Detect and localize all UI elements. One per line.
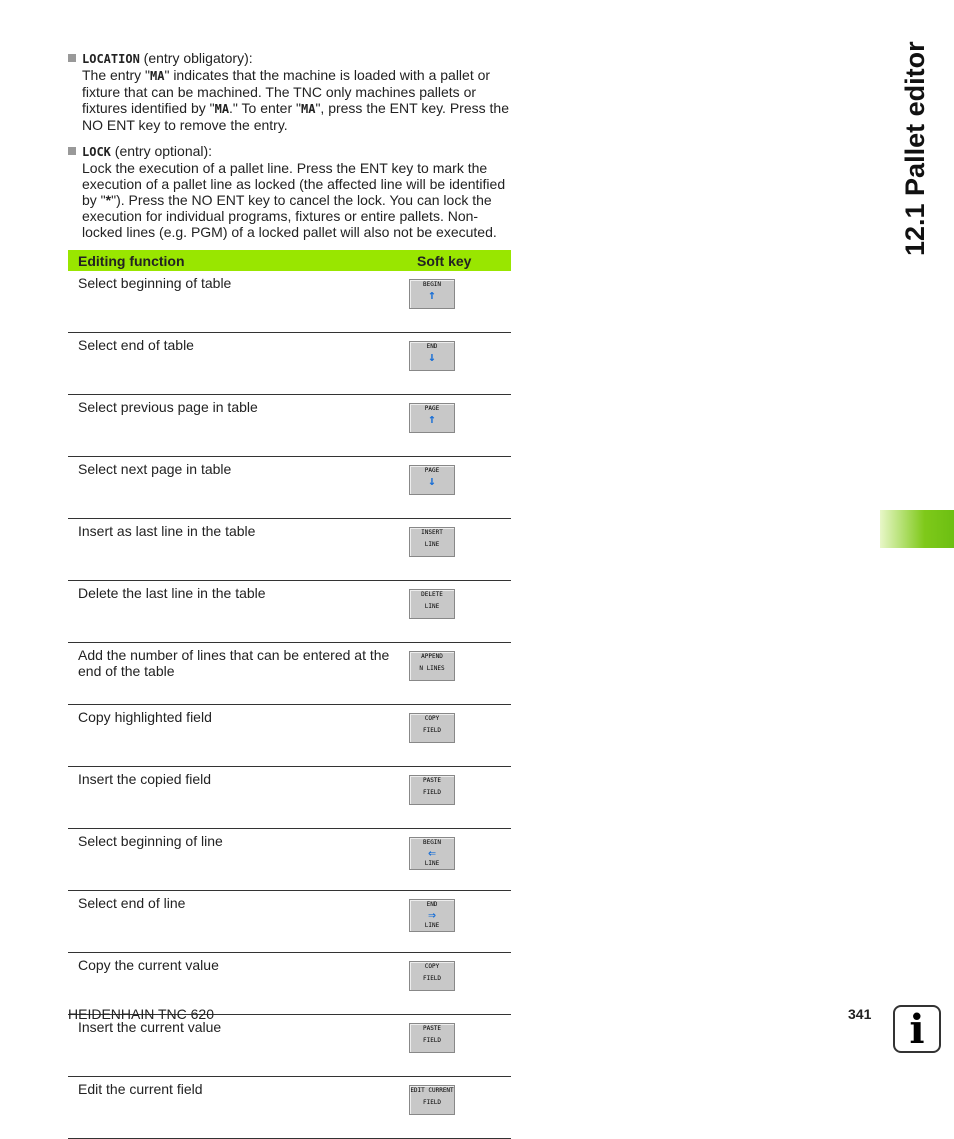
- text: " indicates that the machine is loaded with a pallet or fixture that can be machined. The TNC only machines pallets or fixtures identified by ": [82, 67, 491, 116]
- softkey-label: COPY: [424, 963, 440, 970]
- function-label: Select end of line: [68, 891, 407, 953]
- softkey-button[interactable]: [409, 899, 455, 932]
- table-row: [68, 1015, 511, 1077]
- softkey-button[interactable]: [409, 775, 455, 805]
- arrow-icon: ↓: [428, 474, 436, 489]
- softkey-button[interactable]: [409, 403, 455, 433]
- function-label: Insert the current value: [68, 1015, 407, 1077]
- text: Lock the execution of a pallet line. Press the ENT key to mark the execution of a pallet line as locked (the affected line will be identified by ": [82, 160, 506, 208]
- keyword: LOCATION: [82, 52, 140, 66]
- qualifier: (entry obligatory):: [139, 50, 253, 66]
- arrow-icon: ↑: [428, 412, 436, 427]
- table-row: [68, 829, 511, 891]
- softkey-label: LINE: [424, 860, 440, 867]
- arrow-icon: ⇒: [428, 908, 436, 923]
- softkey-label: BEGIN: [422, 281, 442, 288]
- table-row: [68, 891, 511, 953]
- arrow-icon: ↓: [428, 350, 436, 365]
- function-label: Insert as last line in the table: [68, 519, 407, 581]
- location-paragraph: [68, 50, 513, 133]
- function-label: Select beginning of table: [68, 271, 407, 333]
- keyword: MA: [150, 69, 165, 83]
- table-row: [68, 333, 511, 395]
- table-row: [68, 271, 511, 333]
- softkey-label: END: [426, 343, 438, 350]
- softkey-button[interactable]: [409, 279, 455, 309]
- table-row: [68, 1077, 511, 1139]
- softkey-button[interactable]: [409, 961, 455, 991]
- info-icon: i: [893, 1005, 941, 1053]
- softkey-label: N LINES: [419, 665, 445, 672]
- chapter-title: 12.1 Pallet editor: [900, 41, 930, 256]
- table-row: [68, 767, 511, 829]
- softkey-label: COPY: [424, 715, 440, 722]
- softkey-label: PAGE: [424, 405, 440, 412]
- softkey-cell: [407, 705, 511, 767]
- softkey-cell: [407, 891, 511, 953]
- softkey-cell: [407, 519, 511, 581]
- softkey-label: PAGE: [424, 467, 440, 474]
- chapter-tab: [880, 510, 954, 548]
- softkey-label: INSERT: [421, 529, 443, 536]
- function-label: Insert the copied field: [68, 767, 407, 829]
- function-label: Copy highlighted field: [68, 705, 407, 767]
- function-label: Select next page in table: [68, 457, 407, 519]
- text: "). Press the NO ENT key to cancel the lock. You can lock the execution for individual programs, fixtures or entire pallets. Non-locked lines (e.g. PGM) of a locked pallet will also not be executed.: [82, 192, 497, 240]
- softkey-button[interactable]: [409, 589, 455, 619]
- header-softkey: Soft key: [407, 250, 511, 271]
- table-row: [68, 395, 511, 457]
- softkey-label: FIELD: [422, 1099, 442, 1106]
- softkey-cell: [407, 1077, 511, 1139]
- softkey-label: END: [426, 901, 438, 908]
- softkey-button[interactable]: [409, 713, 455, 743]
- function-label: Edit the current field: [68, 1077, 407, 1139]
- softkey-button[interactable]: [409, 465, 455, 495]
- softkey-label: APPEND: [421, 653, 443, 660]
- function-label: Select previous page in table: [68, 395, 407, 457]
- softkey-label: LINE: [424, 541, 440, 548]
- keyword: LOCK: [82, 145, 111, 159]
- softkey-label: EDIT CURRENT: [410, 1087, 454, 1094]
- softkey-cell: [407, 643, 511, 705]
- softkey-button[interactable]: [409, 527, 455, 557]
- softkey-label: PASTE: [422, 777, 442, 784]
- star: *: [105, 192, 112, 208]
- softkey-label: FIELD: [422, 1037, 442, 1044]
- softkey-label: LINE: [424, 603, 440, 610]
- softkey-cell: [407, 581, 511, 643]
- softkey-button[interactable]: [409, 651, 455, 681]
- function-label: Delete the last line in the table: [68, 581, 407, 643]
- softkey-cell: [407, 271, 511, 333]
- softkey-label: FIELD: [422, 789, 442, 796]
- qualifier: (entry optional):: [110, 143, 213, 159]
- text: ", press the ENT key. Press the NO ENT key to remove the entry.: [82, 100, 509, 133]
- keyword: MA: [214, 102, 230, 116]
- softkey-label: PASTE: [422, 1025, 442, 1032]
- header-function: Editing function: [68, 250, 407, 271]
- softkey-label: DELETE: [421, 591, 443, 598]
- softkey-button[interactable]: [409, 837, 455, 870]
- keyword: MA: [301, 102, 316, 116]
- softkey-label: FIELD: [422, 975, 442, 982]
- content-column: [68, 50, 513, 1139]
- softkey-cell: [407, 829, 511, 891]
- lock-paragraph: [68, 143, 513, 240]
- softkey-cell: [407, 457, 511, 519]
- function-label: Copy the current value: [68, 953, 407, 1015]
- text: The entry ": [82, 67, 150, 83]
- softkey-button[interactable]: [409, 341, 455, 371]
- softkey-button[interactable]: [409, 1023, 455, 1053]
- softkey-cell: [407, 1015, 511, 1077]
- function-label: Add the number of lines that can be entered at the end of the table: [68, 643, 407, 705]
- arrow-icon: ⇐: [428, 846, 436, 861]
- table-row: [68, 643, 511, 705]
- table-row: [68, 581, 511, 643]
- softkey-cell: [407, 953, 511, 1015]
- bullet-icon: [68, 54, 76, 62]
- arrow-icon: ↑: [428, 288, 436, 303]
- softkey-label: FIELD: [422, 727, 442, 734]
- softkey-label: LINE: [424, 922, 440, 929]
- table-row: [68, 457, 511, 519]
- page-number: 341: [848, 1006, 872, 1022]
- footer-product: HEIDENHAIN TNC 620: [68, 1006, 215, 1022]
- softkey-label: BEGIN: [422, 839, 442, 846]
- table-row: [68, 705, 511, 767]
- text: ." To enter ": [229, 100, 301, 116]
- table-row: [68, 519, 511, 581]
- softkey-cell: [407, 395, 511, 457]
- function-label: Select end of table: [68, 333, 407, 395]
- bullet-icon: [68, 147, 76, 155]
- function-label: Select beginning of line: [68, 829, 407, 891]
- softkey-button[interactable]: [409, 1085, 455, 1115]
- softkey-cell: [407, 767, 511, 829]
- softkey-cell: [407, 333, 511, 395]
